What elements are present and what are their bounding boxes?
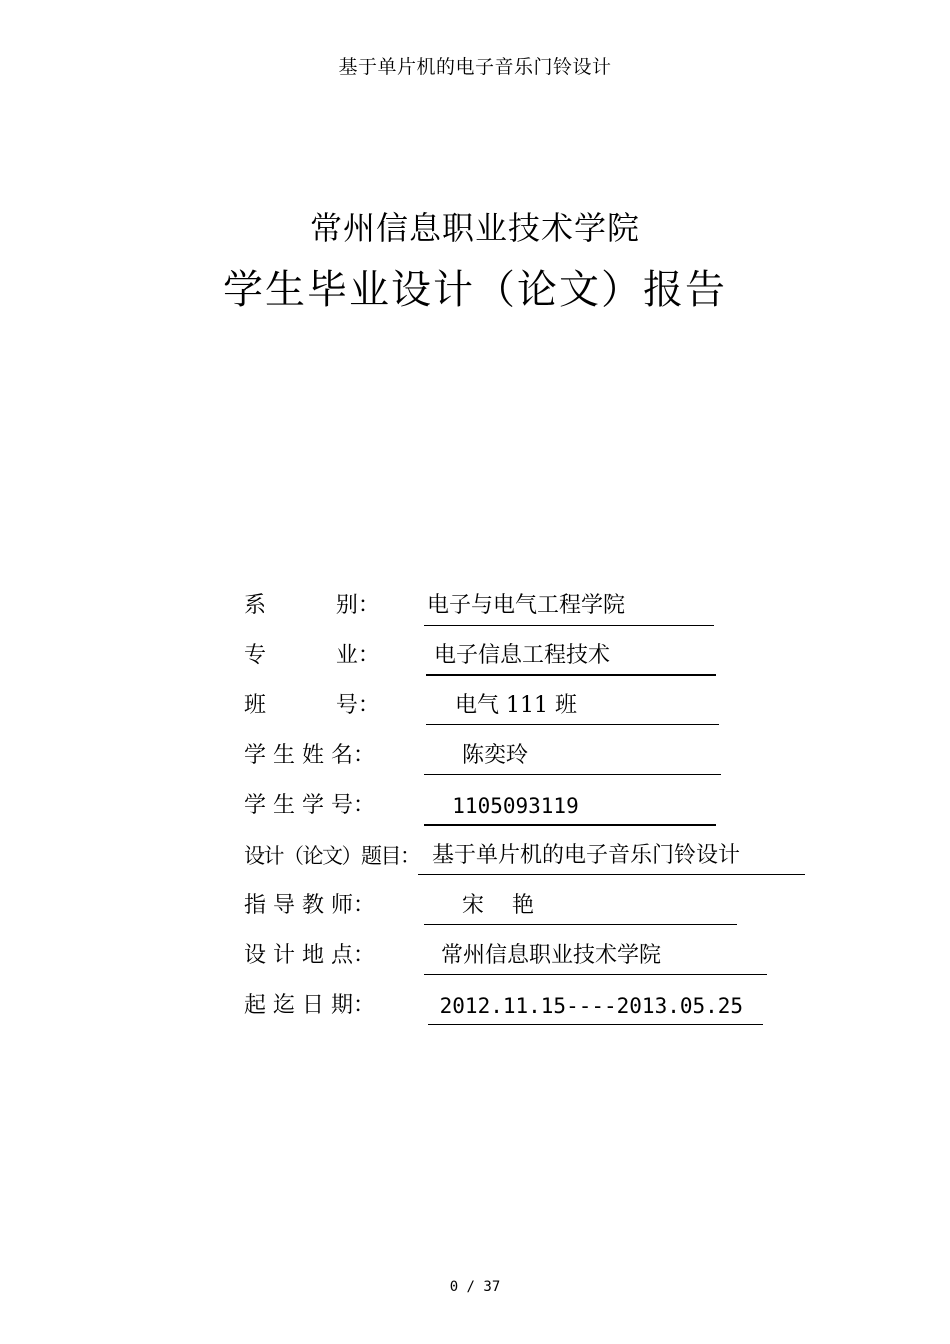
page-number: 0 / 37 — [449, 1279, 501, 1295]
field-value: 常州信息职业技术学院 — [427, 943, 661, 968]
field-label: 专 业： — [244, 643, 380, 668]
field-underline — [424, 924, 737, 925]
field-value: 电气 111 班 — [427, 693, 577, 718]
field-label: 指 导 教 师： — [244, 893, 375, 918]
field-label: 起 迄 日 期： — [244, 993, 375, 1018]
field-label: 系 别： — [244, 593, 380, 618]
field-underline — [424, 824, 716, 826]
field-label: 设计（论文）题目： — [244, 844, 420, 868]
field-underline — [424, 774, 721, 775]
field-value: 陈奕玲 — [427, 743, 528, 768]
field-underline — [426, 724, 719, 725]
field-label: 学 生 学 号： — [244, 793, 375, 818]
field-label: 学 生 姓 名： — [244, 743, 375, 768]
field-label: 班 号： — [244, 693, 380, 718]
field-value: 宋 艳 — [427, 893, 534, 918]
field-underline — [428, 1024, 763, 1025]
field-underline — [424, 974, 767, 975]
field-underline — [418, 874, 805, 875]
field-value: 电子信息工程技术 — [427, 643, 610, 668]
running-header: 基于单片机的电子音乐门铃设计 — [338, 56, 612, 78]
school-name: 常州信息职业技术学院 — [309, 209, 640, 247]
field-value: 电子与电气工程学院 — [427, 593, 626, 618]
field-underline — [426, 674, 716, 676]
field-value: 基于单片机的电子音乐门铃设计 — [432, 843, 741, 868]
field-label: 设 计 地 点： — [244, 943, 375, 968]
field-value: 2012.11.15----2013.05.25 — [427, 994, 744, 1018]
field-underline — [424, 625, 714, 626]
report-title: 学生毕业设计（论文）报告 — [223, 267, 727, 313]
field-value: 1105093119 — [427, 794, 579, 818]
